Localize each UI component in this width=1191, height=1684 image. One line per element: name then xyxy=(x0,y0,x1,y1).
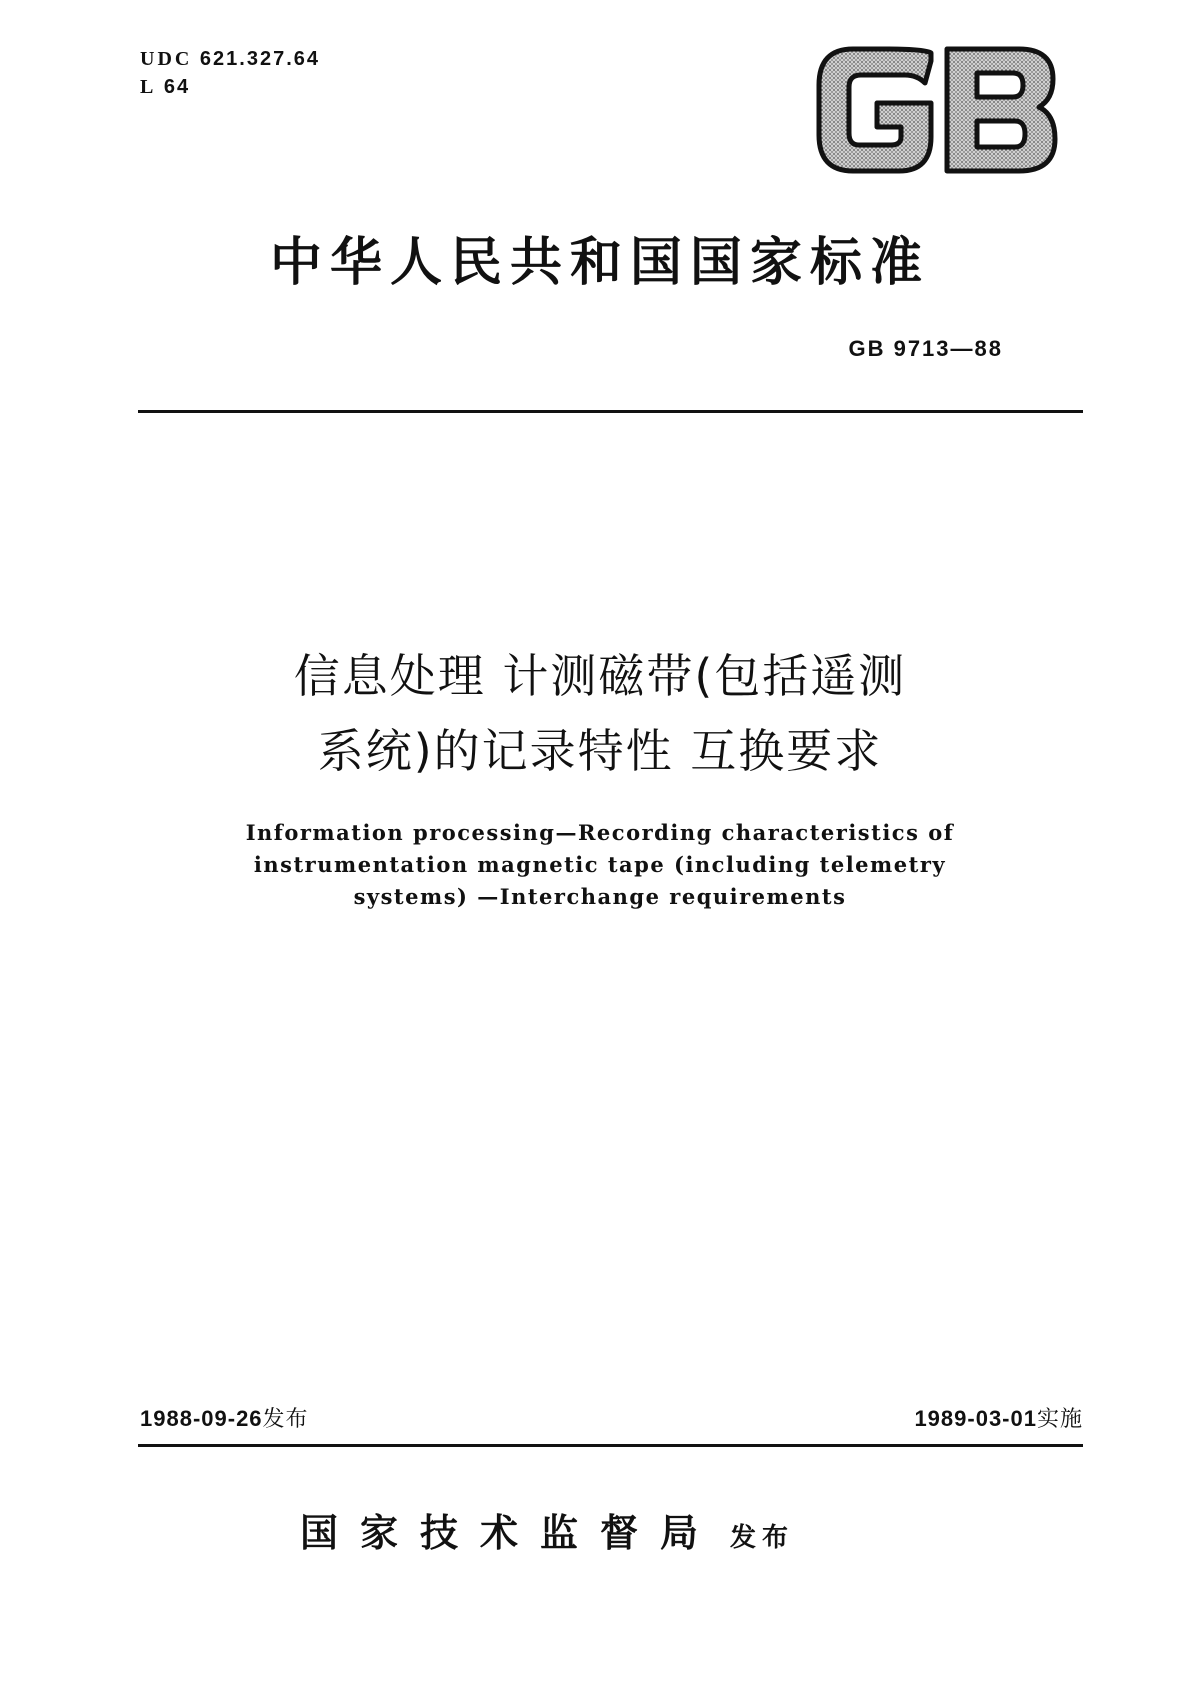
effective-date-suffix: 实施 xyxy=(1036,1407,1083,1432)
issuer-suffix: 发布 xyxy=(730,1523,795,1553)
chinese-title-line-2: 系统)的记录特性 互换要求 xyxy=(317,724,883,778)
standard-number: GB 9713—88 xyxy=(848,336,1003,361)
udc-label: UDC xyxy=(140,48,193,70)
effective-date-value: 1989-03-01 xyxy=(914,1406,1037,1431)
category-label: L xyxy=(140,76,157,98)
header-divider xyxy=(138,410,1083,413)
english-title-line-2: instrumentation magnetic tape (including telemetry xyxy=(253,852,947,877)
udc-code: 621.327.64 xyxy=(199,48,321,70)
english-title-line-3: systems) —Interchange requirements xyxy=(353,884,847,909)
national-standard-title: 中华人民共和国国家标准 xyxy=(269,233,930,293)
category-code: 64 xyxy=(163,76,191,98)
english-title-line-1: Information processing—Recording characteristics of xyxy=(245,820,955,845)
issue-date-value: 1988-09-26 xyxy=(140,1406,263,1431)
udc-classification xyxy=(140,48,320,71)
category-classification xyxy=(140,76,190,99)
effective-date xyxy=(914,1402,1083,1433)
issuer-name: 国家技术监督局 xyxy=(300,1511,721,1555)
footer-divider xyxy=(138,1444,1083,1447)
issue-date-suffix: 发布 xyxy=(262,1407,309,1432)
gb-logo-graphic xyxy=(813,45,1061,175)
issuing-authority xyxy=(300,1502,794,1557)
issue-date xyxy=(140,1402,309,1433)
gb-logo xyxy=(813,45,1061,175)
chinese-title-line-1: 信息处理 计测磁带(包括遥测 xyxy=(293,649,907,703)
